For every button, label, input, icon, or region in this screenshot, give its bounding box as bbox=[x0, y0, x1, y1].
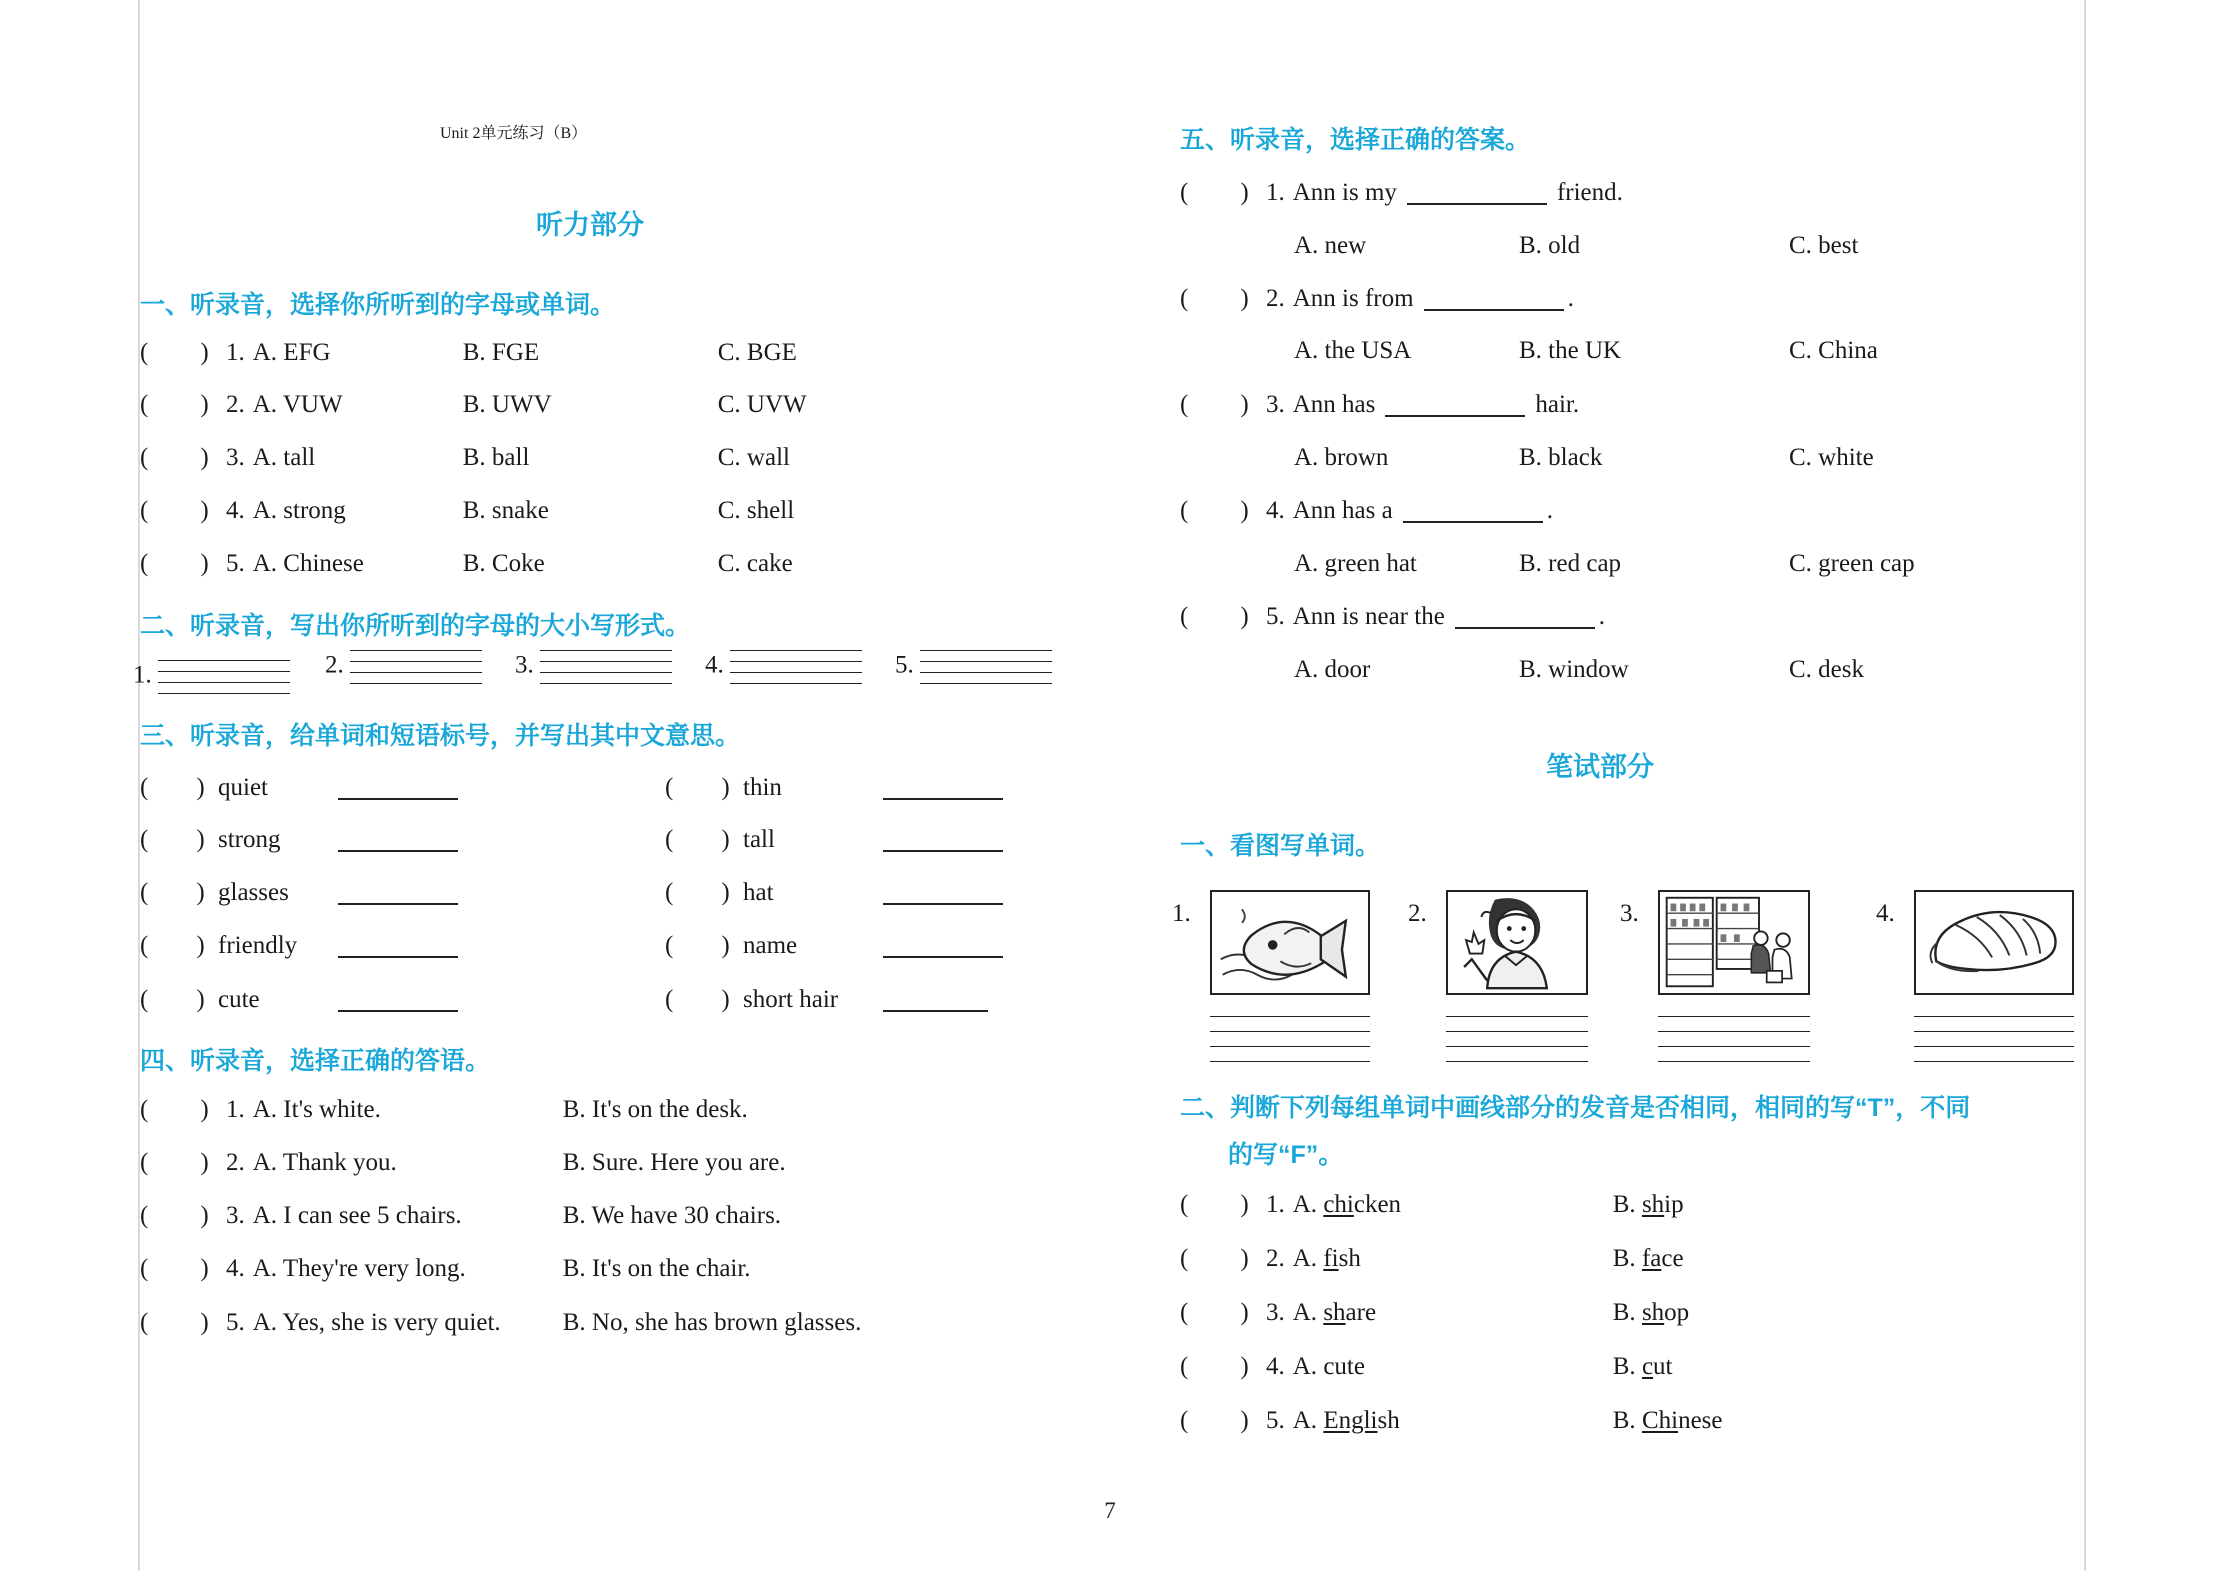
answer-bracket[interactable]: ( ) bbox=[1180, 391, 1249, 418]
option-c[interactable]: C. shell bbox=[717, 497, 795, 524]
answer-bracket[interactable]: ( ) bbox=[665, 879, 730, 906]
shell-icon bbox=[1916, 892, 2072, 993]
option-b[interactable]: B. face bbox=[1612, 1245, 1684, 1272]
q3-right-item-2 bbox=[665, 827, 1003, 852]
word-label: strong bbox=[218, 826, 281, 853]
q3-left-item-1 bbox=[140, 775, 458, 800]
writing-2-heading-line2: 的写“F”。 bbox=[1228, 1141, 1344, 1169]
q5-item-2-stem: ( ) 2. Ann is from . bbox=[1180, 285, 1574, 312]
meaning-blank[interactable] bbox=[338, 830, 458, 852]
option-b[interactable]: B. UWV bbox=[462, 391, 552, 418]
q5-item-4-options bbox=[1294, 551, 1915, 576]
option-a[interactable]: A. the USA bbox=[1294, 337, 1412, 364]
option-a[interactable]: A. new bbox=[1294, 232, 1367, 259]
stem-text-end: . bbox=[1567, 285, 1574, 312]
option-b[interactable]: B. It's on the chair. bbox=[562, 1255, 751, 1282]
q3-left-item-3 bbox=[140, 880, 458, 905]
option-a[interactable]: A. cute bbox=[1292, 1353, 1365, 1380]
q4-item-2: ( ) 2. A. Thank you. B. Sure. Here you are. bbox=[140, 1149, 786, 1176]
q5-item-3-options bbox=[1294, 445, 1874, 470]
answer-bracket[interactable]: ( ) bbox=[1180, 179, 1249, 206]
option-a[interactable]: A. share bbox=[1292, 1299, 1377, 1326]
answer-bracket[interactable]: ( ) bbox=[140, 879, 205, 906]
option-b[interactable]: B. window bbox=[1519, 656, 1629, 683]
q5-item-3-stem: ( ) 3. Ann has hair. bbox=[1180, 391, 1580, 418]
meaning-blank[interactable] bbox=[338, 990, 458, 1012]
option-a[interactable]: A. It's white. bbox=[252, 1096, 381, 1123]
page-number: 7 bbox=[1104, 1498, 1116, 1523]
option-b[interactable]: B. old bbox=[1519, 232, 1581, 259]
q5-item-1-options bbox=[1294, 233, 1858, 258]
q1-item-2: ( ) 2. A. VUW B. UWV C. UVW bbox=[140, 391, 807, 418]
option-a[interactable]: A. chicken bbox=[1292, 1191, 1402, 1218]
q4-item-5: ( ) 5. A. Yes, she is very quiet. B. No, she has brown glasses. bbox=[140, 1309, 862, 1336]
option-c[interactable]: C. wall bbox=[717, 444, 790, 471]
fill-blank[interactable] bbox=[1403, 521, 1543, 523]
option-a[interactable]: A. English bbox=[1292, 1407, 1400, 1434]
q3-right-item-4 bbox=[665, 933, 1003, 958]
option-b[interactable]: B. Coke bbox=[462, 550, 545, 577]
word-label: quiet bbox=[218, 774, 268, 801]
option-a[interactable]: A. strong bbox=[252, 497, 346, 524]
option-c[interactable]: C. UVW bbox=[717, 391, 807, 418]
answer-bracket[interactable]: ( ) bbox=[140, 1096, 209, 1123]
option-a[interactable]: A. Yes, she is very quiet. bbox=[252, 1309, 501, 1336]
q5-item-4-stem: ( ) 4. Ann has a . bbox=[1180, 497, 1553, 524]
q3-right-item-3 bbox=[665, 880, 1003, 905]
option-a[interactable]: A. green hat bbox=[1294, 550, 1417, 577]
option-b[interactable]: B. FGE bbox=[462, 339, 540, 366]
writing-section-title: 笔试部分 bbox=[1546, 752, 1654, 782]
q4-item-1: ( ) 1. A. It's white. B. It's on the desk. bbox=[140, 1096, 748, 1123]
stem-text-end: . bbox=[1546, 497, 1553, 524]
word-label: name bbox=[743, 932, 798, 959]
word-label: thin bbox=[743, 774, 782, 801]
stem-text: Ann has a bbox=[1292, 497, 1393, 524]
answer-bracket[interactable]: ( ) bbox=[665, 826, 730, 853]
option-b[interactable]: B. ship bbox=[1612, 1191, 1684, 1218]
answer-lines[interactable] bbox=[1658, 1016, 1810, 1062]
option-a[interactable]: A. door bbox=[1294, 656, 1371, 683]
word-label: short hair bbox=[743, 986, 839, 1013]
word-label: cute bbox=[218, 986, 260, 1013]
meaning-blank[interactable] bbox=[338, 936, 458, 958]
option-b[interactable]: B. black bbox=[1519, 444, 1603, 471]
option-a[interactable]: A. tall bbox=[252, 444, 316, 471]
option-c[interactable]: C. best bbox=[1789, 232, 1859, 259]
answer-bracket[interactable]: ( ) bbox=[140, 932, 205, 959]
q1-item-1: ( ) 1. A. EFG B. FGE C. BGE bbox=[140, 339, 797, 366]
fill-blank[interactable] bbox=[1407, 203, 1547, 205]
q2-blank-5[interactable]: 5. bbox=[895, 650, 1052, 684]
fill-blank[interactable] bbox=[1455, 627, 1595, 629]
option-a[interactable]: A. Thank you. bbox=[252, 1149, 397, 1176]
option-b[interactable]: B. shop bbox=[1612, 1299, 1690, 1326]
q3-left-item-4 bbox=[140, 933, 458, 958]
word-label: friendly bbox=[218, 932, 298, 959]
stem-text-end: friend. bbox=[1556, 179, 1623, 206]
meaning-blank[interactable] bbox=[338, 883, 458, 905]
answer-bracket[interactable]: ( ) bbox=[1180, 1407, 1249, 1434]
option-b[interactable]: B. Chinese bbox=[1612, 1407, 1723, 1434]
w2-item-3: ( ) 3. A. share B. shop bbox=[1180, 1299, 1690, 1326]
shop-icon bbox=[1660, 892, 1808, 993]
q3-right-item-5 bbox=[665, 987, 988, 1012]
stem-text: Ann is my bbox=[1292, 179, 1397, 206]
option-b[interactable]: B. We have 30 chairs. bbox=[562, 1202, 782, 1229]
meaning-blank[interactable] bbox=[338, 778, 458, 800]
q2-blank-2[interactable]: 2. bbox=[325, 650, 482, 684]
option-a[interactable]: A. Chinese bbox=[252, 550, 364, 577]
answer-bracket[interactable]: ( ) bbox=[1180, 497, 1249, 524]
writing-2-heading-line1: 二、判断下列每组单词中画线部分的发音是否相同，相同的写“T”，不同 bbox=[1180, 1094, 1971, 1122]
fill-blank[interactable] bbox=[1424, 309, 1564, 311]
listening-section-title: 听力部分 bbox=[536, 210, 644, 240]
answer-bracket[interactable]: ( ) bbox=[1180, 285, 1249, 312]
q3-left-item-5 bbox=[140, 987, 458, 1012]
stem-text: Ann is from bbox=[1292, 285, 1414, 312]
fish-picture bbox=[1210, 890, 1370, 995]
q5-item-5-stem: ( ) 5. Ann is near the . bbox=[1180, 603, 1606, 630]
w2-item-4: ( ) 4. A. cute B. cut bbox=[1180, 1353, 1673, 1380]
answer-bracket[interactable]: ( ) bbox=[140, 1255, 209, 1282]
option-b[interactable]: B. red cap bbox=[1519, 550, 1622, 577]
option-b[interactable]: B. the UK bbox=[1519, 337, 1622, 364]
answer-bracket[interactable]: ( ) bbox=[665, 774, 730, 801]
q3-left-item-2 bbox=[140, 827, 458, 852]
answer-bracket[interactable]: ( ) bbox=[140, 550, 209, 577]
option-c[interactable]: C. China bbox=[1789, 337, 1878, 364]
option-b[interactable]: B. No, she has brown glasses. bbox=[562, 1309, 862, 1336]
option-b[interactable]: B. It's on the desk. bbox=[562, 1096, 748, 1123]
answer-bracket[interactable]: ( ) bbox=[1180, 1353, 1249, 1380]
option-a[interactable]: A. VUW bbox=[252, 391, 343, 418]
q1-item-4: ( ) 4. A. strong B. snake C. shell bbox=[140, 497, 795, 524]
word-label: hat bbox=[743, 879, 774, 906]
girl-icon bbox=[1448, 892, 1586, 993]
q5-item-5-options bbox=[1294, 657, 1864, 682]
question-4-heading: 四、听录音，选择正确的答语。 bbox=[140, 1047, 491, 1075]
q1-item-5: ( ) 5. A. Chinese B. Coke C. cake bbox=[140, 550, 793, 577]
answer-bracket[interactable]: ( ) bbox=[140, 444, 209, 471]
answer-bracket[interactable]: ( ) bbox=[1180, 1299, 1249, 1326]
answer-bracket[interactable]: ( ) bbox=[665, 986, 730, 1013]
option-a[interactable]: A. fish bbox=[1292, 1245, 1361, 1272]
stem-text-end: . bbox=[1598, 603, 1606, 630]
option-b[interactable]: B. Sure. Here you are. bbox=[562, 1149, 786, 1176]
option-c[interactable]: C. green cap bbox=[1789, 550, 1915, 577]
writing-1-heading: 一、看图写单词。 bbox=[1180, 832, 1381, 860]
answer-bracket[interactable]: ( ) bbox=[140, 497, 209, 524]
question-3-heading: 三、听录音，给单词和短语标号，并写出其中文意思。 bbox=[140, 722, 741, 750]
q4-item-4: ( ) 4. A. They're very long. B. It's on the chair. bbox=[140, 1255, 751, 1282]
option-c[interactable]: C. desk bbox=[1789, 656, 1864, 683]
page-border-right bbox=[2084, 0, 2086, 1571]
w2-item-1: ( ) 1. A. chicken B. ship bbox=[1180, 1191, 1684, 1218]
option-c[interactable]: C. BGE bbox=[717, 339, 797, 366]
option-b[interactable]: B. ball bbox=[462, 444, 530, 471]
w2-item-2: ( ) 2. A. fish B. face bbox=[1180, 1245, 1684, 1272]
option-a[interactable]: A. I can see 5 chairs. bbox=[252, 1202, 462, 1229]
answer-lines[interactable] bbox=[1210, 1016, 1370, 1062]
shell-picture bbox=[1914, 890, 2074, 995]
question-2-heading: 二、听录音，写出你所听到的字母的大小写形式。 bbox=[140, 612, 691, 640]
q5-item-1-stem: ( ) 1. Ann is my friend. bbox=[1180, 179, 1623, 206]
answer-bracket[interactable]: ( ) bbox=[140, 339, 209, 366]
answer-lines[interactable] bbox=[1446, 1016, 1588, 1062]
meaning-blank[interactable] bbox=[883, 778, 1003, 800]
option-b[interactable]: B. cut bbox=[1612, 1353, 1673, 1380]
q2-blank-3[interactable]: 3. bbox=[515, 650, 672, 684]
answer-bracket[interactable]: ( ) bbox=[140, 1149, 209, 1176]
q2-blank-1[interactable]: 1. bbox=[133, 660, 290, 694]
stem-text: Ann has bbox=[1292, 391, 1376, 418]
answer-bracket[interactable]: ( ) bbox=[1180, 1245, 1249, 1272]
stem-text: Ann is near the bbox=[1292, 603, 1445, 630]
fish-icon bbox=[1212, 892, 1368, 993]
answer-bracket[interactable]: ( ) bbox=[140, 774, 205, 801]
answer-bracket[interactable]: ( ) bbox=[140, 826, 205, 853]
page-title: Unit 2单元练习（B） bbox=[440, 125, 588, 142]
word-label: glasses bbox=[218, 879, 289, 906]
option-a[interactable]: A. EFG bbox=[252, 339, 331, 366]
question-1-heading: 一、听录音，选择你所听到的字母或单词。 bbox=[140, 291, 616, 319]
answer-bracket[interactable]: ( ) bbox=[140, 1309, 209, 1336]
q1-item-3: ( ) 3. A. tall B. ball C. wall bbox=[140, 444, 790, 471]
w2-item-5: ( ) 5. A. English B. Chinese bbox=[1180, 1407, 1723, 1434]
q3-right-item-1 bbox=[665, 775, 1003, 800]
word-label: tall bbox=[743, 826, 775, 853]
answer-bracket[interactable]: ( ) bbox=[140, 1202, 209, 1229]
q5-item-2-options bbox=[1294, 338, 1878, 363]
girl-picture bbox=[1446, 890, 1588, 995]
stem-text-end: hair. bbox=[1535, 391, 1580, 418]
answer-lines[interactable] bbox=[1914, 1016, 2074, 1062]
question-5-heading: 五、听录音，选择正确的答案。 bbox=[1180, 126, 1531, 154]
q2-blank-4[interactable]: 4. bbox=[705, 650, 862, 684]
meaning-blank[interactable] bbox=[883, 990, 988, 1012]
meaning-blank[interactable] bbox=[883, 883, 1003, 905]
answer-bracket[interactable]: ( ) bbox=[1180, 603, 1249, 630]
option-c[interactable]: C. cake bbox=[717, 550, 793, 577]
meaning-blank[interactable] bbox=[883, 936, 1003, 958]
meaning-blank[interactable] bbox=[883, 830, 1003, 852]
option-a[interactable]: A. They're very long. bbox=[252, 1255, 466, 1282]
answer-bracket[interactable]: ( ) bbox=[665, 932, 730, 959]
worksheet-page: Unit 2单元练习（B） 听力部分 一、听录音，选择你所听到的字母或单词。 ( ) 1. A. EFG B. FGE C. BGE ( ) 2. A. VUW B. UWV C. UVW ( ) 3. A. tall B. ball C. wall ( ) 4. A. strong B. snake C. shell ( ) 5. A. Chinese B. Coke C. cake 二、听录音，写出你所听到的字母的大小写形式。 1. 2. 3. 4. 5. 三、听录音，给单词和短语标号，并写出其中文意思。 ( ) quiet ( ) strong ( ) glasses ( ) friendly ( ) cute ( ) thin ( ) tall ( ) hat ( ) name ( ) short hair 四、听录音，选择正确的答语。 ( ) 1. A. It's white. B. It's on the desk. ( ) 2. A. Thank you. B. Sure. Here you are. ( ) 3. A. I can see 5 chairs. B. We have 30 chairs. ( ) 4. A. They're very long. B. It's on the chair. ( ) 5. A. Yes, she is very quiet. B. No, she has brown glasses. 五、听录音，选择正确的答案。 ( ) 1. Ann is my friend. A. new B. old C. best ( ) 2. Ann is from . A. the USA B. the UK C. China ( ) 3. Ann has hair. A. brown B. black C. white ( ) 4. Ann has a . A. green hat B. red cap C. green cap ( ) 5. Ann is near the . A. door B. window C. desk 笔试部分 一、看图写单词。 1. 2. 3. 4. 二、判断下列每组单词中画线部分的发音是否相同，相同的写“T”，不同 的写“F”。 ( ) 1. A. chicken B. ship ( ) 2. A. fish B. face ( ) 3. A. share B. shop ( ) 4. A. cute B. cut ( ) 5. A. English B. Chinese 7 bbox=[0, 0, 2220, 1571]
option-a[interactable]: A. brown bbox=[1294, 444, 1389, 471]
q4-item-3: ( ) 3. A. I can see 5 chairs. B. We have 30 chairs. bbox=[140, 1202, 782, 1229]
answer-bracket[interactable]: ( ) bbox=[1180, 1191, 1249, 1218]
answer-bracket[interactable]: ( ) bbox=[140, 986, 205, 1013]
option-b[interactable]: B. snake bbox=[462, 497, 549, 524]
option-c[interactable]: C. white bbox=[1789, 444, 1874, 471]
fill-blank[interactable] bbox=[1385, 415, 1525, 417]
shop-picture bbox=[1658, 890, 1810, 995]
answer-bracket[interactable]: ( ) bbox=[140, 391, 209, 418]
